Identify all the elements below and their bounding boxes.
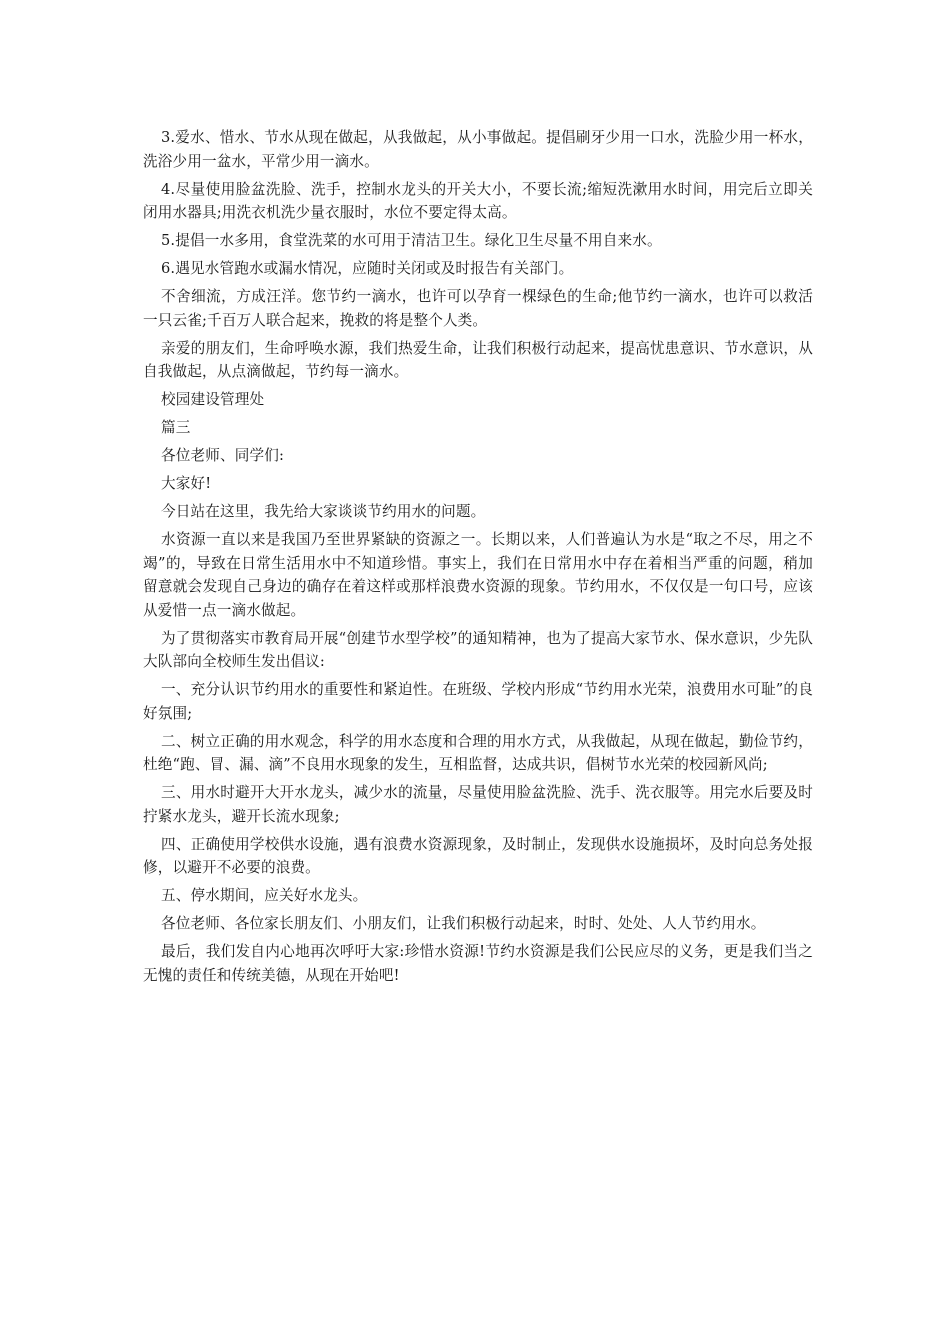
- paragraph-item-6: 6.遇见水管跑水或漏水情况，应随时关闭或及时报告有关部门。: [161, 260, 574, 277]
- body-paragraph: 水资源一直以来是我国乃至世界紧缺的资源之一。长期以来，人们普遍认为水是“取之不尽，用之不竭”的，导致在日常生活用水中不知道珍惜。事实上，我们在日常用水中存在着相当严重的问题，稍加留意就会发现自己身边的确存在着这样或那样浪费水资源的现象。节约用水，不仅仅是一句口号，应该从爱惜一点一滴水做起。: [143, 531, 813, 619]
- proposal-item-5: 五、停水期间，应关好水龙头。: [161, 887, 368, 904]
- salutation: 各位老师、同学们:: [161, 447, 285, 464]
- paragraph-item-4: 4.尽量使用脸盆洗脸、洗手，控制水龙头的开关大小，不要长流;缩短洗漱用水时间，用完后立即关闭用水器具;用洗衣机洗少量衣服时，水位不要定得太高。: [143, 180, 813, 221]
- document-page: [143, 126, 813, 992]
- section-heading: 篇三: [161, 419, 191, 436]
- greeting: 大家好!: [161, 475, 212, 492]
- proposal-item-2: 二、树立正确的用水观念，科学的用水态度和合理的用水方式，从我做起，从现在做起，勤俭节约，杜绝“跑、冒、漏、滴”不良用水现象的发生，互相监督，达成共识，倡树节水光荣的校园新风尚;: [143, 732, 813, 773]
- paragraph-item-5: 5.提倡一水多用，食堂洗菜的水可用于清洁卫生。绿化卫生尽量不用自来水。: [161, 232, 662, 249]
- body-paragraph: 为了贯彻落实市教育局开展“创建节水型学校”的通知精神，也为了提高大家节水、保水意识，少先队大队部向全校师生发出倡议:: [143, 629, 813, 670]
- closing-paragraph: 各位老师、各位家长朋友们、小朋友们，让我们积极行动起来，时时、处处、人人节约用水。: [161, 915, 766, 932]
- paragraph-item-3: 3.爱水、惜水、节水从现在做起，从我做起，从小事做起。提倡刷牙少用一口水，洗脸少用一杯水，洗浴少用一盆水，平常少用一滴水。: [143, 129, 813, 170]
- paragraph-closing-2: 亲爱的朋友们，生命呼唤水源，我们热爱生命，让我们积极行动起来，提高忧患意识、节水意识，从自我做起，从点滴做起，节约每一滴水。: [143, 339, 813, 380]
- signature: 校园建设管理处: [161, 391, 265, 408]
- final-paragraph: 最后，我们发自内心地再次呼吁大家:珍惜水资源!节约水资源是我们公民应尽的义务，更是我们当之无愧的责任和传统美德，从现在开始吧!: [143, 943, 813, 984]
- intro-paragraph: 今日站在这里，我先给大家谈谈节约用水的问题。: [161, 503, 486, 520]
- proposal-item-4: 四、正确使用学校供水设施，遇有浪费水资源现象，及时制止，发现供水设施损坏，及时向总务处报修，以避开不必要的浪费。: [143, 835, 813, 876]
- proposal-item-3: 三、用水时避开大开水龙头，减少水的流量，尽量使用脸盆洗脸、洗手、洗衣服等。用完水后要及时拧紧水龙头，避开长流水现象;: [143, 784, 813, 825]
- paragraph-closing-1: 不舍细流，方成汪洋。您节约一滴水，也许可以孕育一棵绿色的生命;他节约一滴水，也许可以救活一只云雀;千百万人联合起来，挽救的将是整个人类。: [143, 288, 813, 329]
- proposal-item-1: 一、充分认识节约用水的重要性和紧迫性。在班级、学校内形成“节约用水光荣，浪费用水可耻”的良好氛围;: [143, 681, 813, 722]
